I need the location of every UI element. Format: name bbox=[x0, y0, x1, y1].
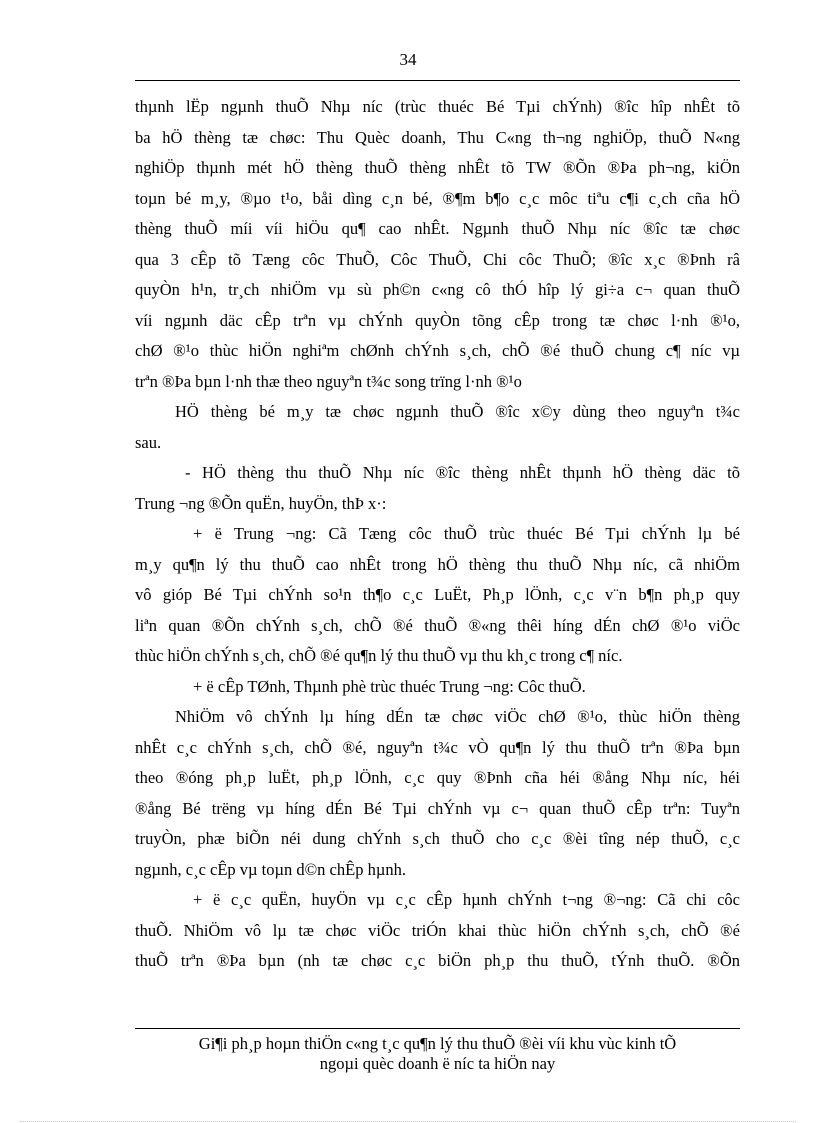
body-line: thuÕ trªn ®Þa bµn (nh tæ chøc c¸c biÖn ph¸p thu thuÕ, tÝnh thuÕ. ®Õn bbox=[135, 951, 740, 970]
body-line: ngµnh, c¸c cÊp vµ toµn d©n chÊp hµnh. bbox=[135, 859, 406, 879]
body-line: víi ngµnh däc cÊp trªn vµ chÝnh quyÒn tõng cÊp trong tæ chøc l·nh ®¹o, bbox=[135, 310, 740, 330]
footer-line-1: Gi¶i ph¸p hoµn thiÖn c«ng t¸c qu¶n lý thu thuÕ ®èi víi khu vùc kinh tÕ bbox=[198, 1034, 677, 1053]
body-line: truyÒn, phæ biÕn néi dung chÝnh s¸ch thuÕ cho c¸c ®èi tîng nép thuÕ, c¸c bbox=[135, 829, 740, 848]
body-line: quyÒn h¹n, tr¸ch nhiÖm vµ sù ph©n c«ng cô thÓ hîp lý gi÷a c¬ quan thuÕ bbox=[135, 280, 740, 299]
body-line: thùc hiÖn chÝnh s¸ch, chÕ ®é qu¶n lý thu thuÕ vµ thu kh¸c trong c¶ níc. bbox=[135, 646, 623, 665]
body-line: nghiÖp thµnh mét hÖ thèng thuÕ thèng nhÊt tõ TW ®Õn ®Þa ph¬ng, kiÖn bbox=[135, 158, 740, 177]
body-line: trªn ®Þa bµn l·nh thæ theo nguyªn t¾c song trïng l·nh ®¹o bbox=[135, 371, 522, 391]
body-line: theo ®óng ph¸p luËt, ph¸p lÖnh, c¸c quy ®Þnh cña héi ®ång Nhµ níc, héi bbox=[135, 768, 740, 787]
body-line: NhiÖm vô chÝnh lµ híng dÉn tæ chøc viÖc chØ ®¹o, thùc hiÖn thèng bbox=[175, 707, 740, 726]
page-edge bbox=[20, 1121, 796, 1122]
body-line: HÖ thèng bé m¸y tæ chøc ngµnh thuÕ ®îc x©y dùng theo nguyªn t¾c bbox=[175, 402, 740, 421]
body-line: liªn quan ®Õn chÝnh s¸ch, chÕ ®é thuÕ ®«ng thêi híng dÉn chØ ®¹o viÖc bbox=[135, 615, 740, 635]
body-line: Trung ¬ng ®Õn quËn, huyÖn, thÞ x·: bbox=[135, 493, 387, 513]
body-line: nhÊt c¸c chÝnh s¸ch, chÕ ®é, nguyªn t¾c vÒ qu¶n lý thu thuÕ trªn ®Þa bµn bbox=[135, 737, 740, 757]
body-line: sau. bbox=[135, 432, 162, 452]
body-line: ®ång Bé trëng vµ híng dÉn Bé Tµi chÝnh vµ c¬ quan thuÕ cÊp trªn: Tuyªn bbox=[135, 798, 740, 818]
header-rule bbox=[135, 80, 740, 81]
page-number: 34 bbox=[399, 50, 417, 69]
body-line: qua 3 cÊp tõ Tæng côc ThuÕ, Côc ThuÕ, Chi côc ThuÕ; ®îc x¸c ®Þnh râ bbox=[135, 249, 740, 269]
body-line: thèng thuÕ míi víi hiÖu qu¶ cao nhÊt. Ngµnh thuÕ Nhµ níc ®îc tæ chøc bbox=[135, 219, 740, 238]
footer-line-2: ngoµi quèc doanh ë níc ta hiÖn nay bbox=[319, 1054, 556, 1073]
footer-title bbox=[135, 1034, 740, 1074]
body-line: thµnh lËp ngµnh thuÕ Nhµ níc (trùc thuéc Bé Tµi chÝnh) ®îc hîp nhÊt tõ bbox=[135, 97, 740, 116]
body-line: vô gióp Bé Tµi chÝnh so¹n th¶o c¸c LuËt, Ph¸p lÖnh, c¸c v¨n b¶n ph¸p quy bbox=[135, 585, 740, 604]
body-line: - HÖ thèng thu thuÕ Nhµ níc ®îc thèng nhÊt thµnh hÖ thèng däc tõ bbox=[185, 463, 740, 482]
body-line: thuÕ. NhiÖm vô lµ tæ chøc viÖc triÓn khai thùc hiÖn chÝnh s¸ch, chÕ ®é bbox=[135, 920, 740, 940]
footer-rule bbox=[135, 1028, 740, 1029]
body-line: + ë cÊp TØnh, Thµnh phè trùc thuéc Trung ¬ng: Côc thuÕ. bbox=[193, 676, 586, 696]
body-line: + ë c¸c quËn, huyÖn vµ c¸c cÊp hµnh chÝnh t¬ng ®¬ng: Cã chi côc bbox=[193, 890, 740, 909]
body-line: + ë Trung ¬ng: Cã Tæng côc thuÕ trùc thuéc Bé Tµi chÝnh lµ bé bbox=[193, 524, 740, 543]
body-line: toµn bé m¸y, ®µo t¹o, båi dìng c¸n bé, ®¶m b¶o c¸c môc tiªu c¶i c¸ch cña hÖ bbox=[135, 188, 740, 208]
body-text bbox=[135, 92, 740, 977]
body-line: m¸y qu¶n lý thu thuÕ cao nhÊt trong hÖ thèng thu thuÕ Nhµ níc, cã nhiÖm bbox=[135, 554, 740, 574]
body-line: chØ ®¹o thùc hiÖn nghiªm chØnh chÝnh s¸ch, chÕ ®é thuÕ chung c¶ níc vµ bbox=[135, 341, 740, 360]
body-line: ba hÖ thèng tæ chøc: Thu Quèc doanh, Thu C«ng th¬ng nghiÖp, thuÕ N«ng bbox=[135, 127, 740, 147]
